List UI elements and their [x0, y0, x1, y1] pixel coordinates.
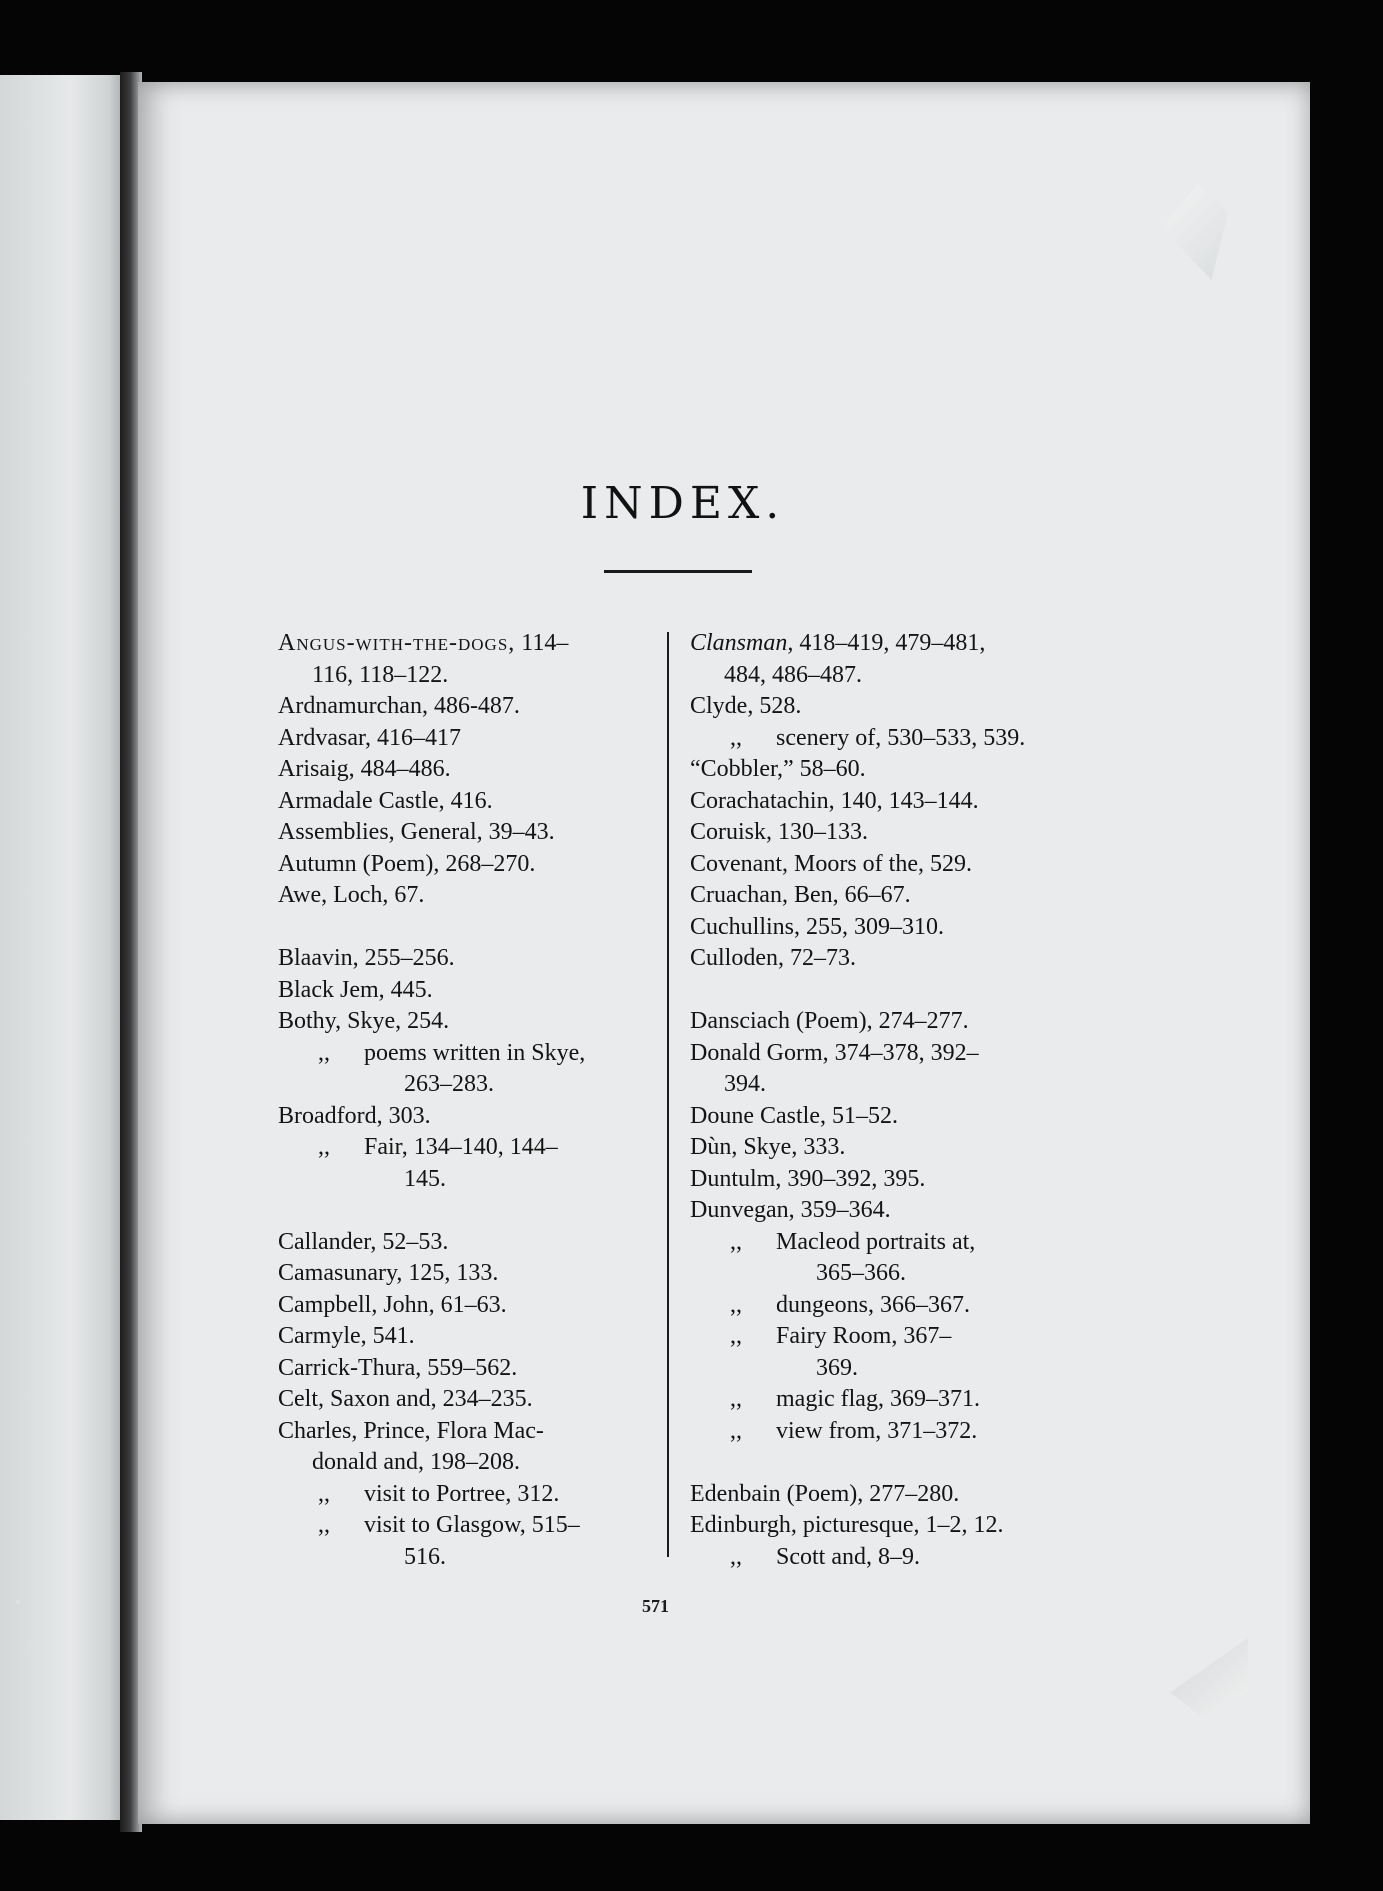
entry-heading: Angus-with-the-dogs,	[278, 630, 516, 656]
entry-heading: Dansciach (Poem), 274–277.	[690, 1008, 969, 1034]
index-entry	[690, 1510, 1095, 1542]
entry-heading: poems written in Skye,	[364, 1039, 586, 1066]
index-entry	[278, 723, 658, 755]
entry-text	[278, 1227, 658, 1259]
entry-text	[690, 1479, 1095, 1511]
entry-heading: Edenbain (Poem), 277–280.	[690, 1480, 960, 1507]
index-entry	[690, 1038, 1095, 1101]
entry-text	[690, 1038, 1095, 1070]
page-corner-fold-top	[1162, 184, 1228, 280]
entry-text	[278, 1258, 658, 1290]
entry-text	[690, 817, 1095, 849]
index-entry	[690, 849, 1095, 881]
entry-heading: Clansman,	[690, 630, 794, 656]
index-subentry	[690, 1384, 1095, 1416]
entry-pages: 114–	[521, 630, 569, 656]
entry-heading: Covenant, Moors of the, 529.	[690, 850, 972, 877]
index-entry	[278, 1353, 658, 1385]
page-title: INDEX.	[580, 478, 786, 529]
index-subentry	[278, 1132, 658, 1195]
entry-text	[278, 943, 658, 975]
ditto-mark: ,,	[730, 1543, 742, 1570]
index-entry	[278, 1290, 658, 1322]
index-entry	[278, 786, 658, 818]
entry-heading: Broadford, 303.	[278, 1102, 431, 1129]
entry-heading: Clyde, 528.	[690, 693, 802, 719]
entry-text	[690, 1542, 1095, 1574]
entry-heading: Camasunary, 125, 133.	[278, 1260, 499, 1286]
entry-heading: Carrick-Thura, 559–562.	[278, 1354, 518, 1381]
entry-heading: Fair, 134–140, 144–	[364, 1134, 558, 1160]
index-entry	[690, 1479, 1095, 1511]
entry-gap	[690, 975, 1095, 1007]
index-subentry	[690, 1416, 1095, 1448]
entry-continuation: 516.	[404, 1543, 446, 1570]
index-subentry	[278, 1038, 658, 1101]
index-subentry	[690, 1542, 1095, 1574]
entry-continuation: 369.	[816, 1354, 858, 1381]
entry-text	[690, 628, 1095, 660]
index-subentry	[690, 1227, 1095, 1290]
index-subentry	[690, 1290, 1095, 1322]
index-entry	[278, 1321, 658, 1353]
entry-continuation: 484, 486–487.	[724, 661, 862, 688]
left-page-edge	[0, 75, 128, 1820]
ditto-mark: ,,	[730, 724, 742, 751]
entry-text	[690, 1132, 1095, 1164]
entry-text	[278, 628, 658, 660]
entry-heading: Charles, Prince, Flora Mac-	[278, 1417, 544, 1444]
ditto-mark: ,,	[318, 1512, 330, 1538]
entry-continuation: donald and, 198–208.	[312, 1449, 520, 1475]
entry-heading: Assemblies, General, 39–43.	[278, 819, 555, 845]
index-entry	[690, 880, 1095, 912]
entry-heading: Fairy Room, 367–	[776, 1323, 952, 1349]
entry-heading: Ardnamurchan, 486-487.	[278, 693, 520, 719]
entry-heading: Carmyle, 541.	[278, 1323, 415, 1349]
entry-text	[278, 723, 658, 755]
entry-heading: Coruisk, 130–133.	[690, 819, 869, 845]
entry-heading: Donald Gorm, 374–378, 392–	[690, 1039, 979, 1066]
entry-text	[278, 1416, 658, 1448]
index-entry	[278, 1101, 658, 1133]
entry-heading: Ardvasar, 416–417	[278, 724, 461, 751]
entry-heading: Duntulm, 390–392, 395.	[690, 1165, 926, 1192]
page-number: 571	[642, 1596, 669, 1616]
entry-text	[690, 1195, 1095, 1227]
title-rule	[604, 570, 752, 573]
index-entry	[278, 1227, 658, 1259]
entry-heading: Corachatachin, 140, 143–144.	[690, 787, 979, 814]
entry-text	[278, 1132, 658, 1164]
index-entry	[278, 817, 658, 849]
index-entry	[690, 1006, 1095, 1038]
index-entry	[278, 975, 658, 1007]
entry-text	[278, 1290, 658, 1322]
entry-text	[690, 1384, 1095, 1416]
entry-continuation: 263–283.	[404, 1071, 494, 1097]
ditto-mark: ,,	[730, 1323, 742, 1349]
entry-heading: scenery of, 530–533, 539.	[776, 724, 1026, 751]
entry-gap	[278, 912, 658, 944]
entry-heading: Celt, Saxon and, 234–235.	[278, 1386, 533, 1412]
page-corner-fold-bottom	[1170, 1638, 1248, 1716]
entry-heading: Armadale Castle, 416.	[278, 787, 493, 814]
entry-text	[278, 975, 658, 1007]
entry-heading: Awe, Loch, 67.	[278, 882, 425, 908]
entry-gap	[690, 1447, 1095, 1479]
index-entry	[690, 754, 1095, 786]
entry-text	[278, 1038, 658, 1070]
entry-heading: visit to Portree, 312.	[364, 1480, 560, 1507]
entry-text	[690, 1290, 1095, 1322]
entry-pages: 418–419, 479–481,	[799, 630, 986, 656]
entry-continuation: 394.	[724, 1071, 766, 1097]
entry-text	[690, 1510, 1095, 1542]
entry-heading: dungeons, 366–367.	[776, 1291, 970, 1318]
entry-heading: Doune Castle, 51–52.	[690, 1102, 898, 1129]
entry-heading: Macleod portraits at,	[776, 1228, 976, 1255]
entry-text	[690, 880, 1095, 912]
entry-heading: “Cobbler,” 58–60.	[690, 756, 866, 782]
entry-text	[278, 849, 658, 881]
entry-text	[278, 817, 658, 849]
entry-text	[278, 1101, 658, 1133]
ditto-mark: ,,	[318, 1134, 330, 1160]
index-entry	[690, 628, 1095, 691]
entry-text	[278, 754, 658, 786]
entry-heading: Bothy, Skye, 254.	[278, 1008, 450, 1034]
entry-heading: Campbell, John, 61–63.	[278, 1291, 507, 1318]
index-entry	[278, 849, 658, 881]
ditto-mark: ,,	[730, 1386, 742, 1412]
entry-heading: magic flag, 369–371.	[776, 1386, 980, 1412]
entry-text	[278, 786, 658, 818]
entry-continuation: 116, 118–122.	[312, 661, 449, 688]
index-entry	[690, 1195, 1095, 1227]
entry-text	[690, 786, 1095, 818]
entry-heading: Dunvegan, 359–364.	[690, 1197, 891, 1223]
entry-text	[278, 1006, 658, 1038]
ditto-mark: ,,	[730, 1417, 742, 1444]
index-entry	[278, 943, 658, 975]
entry-heading: Scott and, 8–9.	[776, 1543, 920, 1570]
index-entry	[278, 880, 658, 912]
entry-text	[278, 691, 658, 723]
index-entry	[278, 1384, 658, 1416]
entry-text	[278, 1510, 658, 1542]
entry-gap	[278, 1195, 658, 1227]
entry-text	[690, 691, 1095, 723]
index-subentry	[278, 1510, 658, 1573]
entry-text	[690, 1006, 1095, 1038]
index-subentry	[278, 1479, 658, 1511]
ditto-mark: ,,	[318, 1039, 330, 1066]
index-subentry	[690, 1321, 1095, 1384]
entry-heading: visit to Glasgow, 515–	[364, 1512, 580, 1538]
entry-heading: Blaavin, 255–256.	[278, 945, 455, 971]
index-column-right	[690, 628, 1095, 1573]
scan-speck	[30, 1640, 33, 1645]
entry-text	[690, 723, 1095, 755]
entry-text	[690, 943, 1095, 975]
index-entry	[690, 691, 1095, 723]
index-entry	[278, 1006, 658, 1038]
ditto-mark: ,,	[318, 1480, 330, 1507]
entry-text	[278, 1353, 658, 1385]
index-entry	[278, 1258, 658, 1290]
ditto-mark: ,,	[730, 1291, 742, 1318]
entry-continuation: 365–366.	[816, 1260, 906, 1286]
index-entry	[278, 1416, 658, 1479]
entry-heading: Autumn (Poem), 268–270.	[278, 850, 536, 877]
index-entry	[690, 943, 1095, 975]
index-subentry	[690, 723, 1095, 755]
entry-text	[690, 1227, 1095, 1259]
index-entry	[278, 754, 658, 786]
index-entry	[690, 912, 1095, 944]
entry-continuation: 145.	[404, 1165, 446, 1192]
entry-text	[690, 1416, 1095, 1448]
scan-speck	[16, 1600, 20, 1604]
ditto-mark: ,,	[730, 1228, 742, 1255]
index-entry	[690, 1164, 1095, 1196]
entry-heading: Callander, 52–53.	[278, 1228, 449, 1255]
entry-text	[690, 1164, 1095, 1196]
entry-text	[690, 1321, 1095, 1353]
index-entry	[690, 817, 1095, 849]
entry-heading: Edinburgh, picturesque, 1–2, 12.	[690, 1512, 1004, 1538]
entry-heading: Cuchullins, 255, 309–310.	[690, 913, 945, 940]
index-column-left	[278, 628, 658, 1573]
entry-text	[690, 1101, 1095, 1133]
entry-text	[278, 1321, 658, 1353]
entry-text	[690, 754, 1095, 786]
entry-heading: Black Jem, 445.	[278, 976, 433, 1003]
entry-heading: Culloden, 72–73.	[690, 945, 856, 971]
index-entry	[690, 1132, 1095, 1164]
index-entry	[690, 1101, 1095, 1133]
entry-heading: view from, 371–372.	[776, 1417, 978, 1444]
entry-text	[278, 1384, 658, 1416]
index-entry	[690, 786, 1095, 818]
entry-heading: Arisaig, 484–486.	[278, 756, 451, 782]
entry-heading: Cruachan, Ben, 66–67.	[690, 882, 911, 908]
index-entry	[278, 628, 658, 691]
index-entry	[278, 691, 658, 723]
entry-text	[690, 912, 1095, 944]
entry-text	[690, 849, 1095, 881]
column-divider	[667, 632, 669, 1557]
entry-text	[278, 1479, 658, 1511]
entry-heading: Dùn, Skye, 333.	[690, 1134, 846, 1160]
entry-text	[278, 880, 658, 912]
